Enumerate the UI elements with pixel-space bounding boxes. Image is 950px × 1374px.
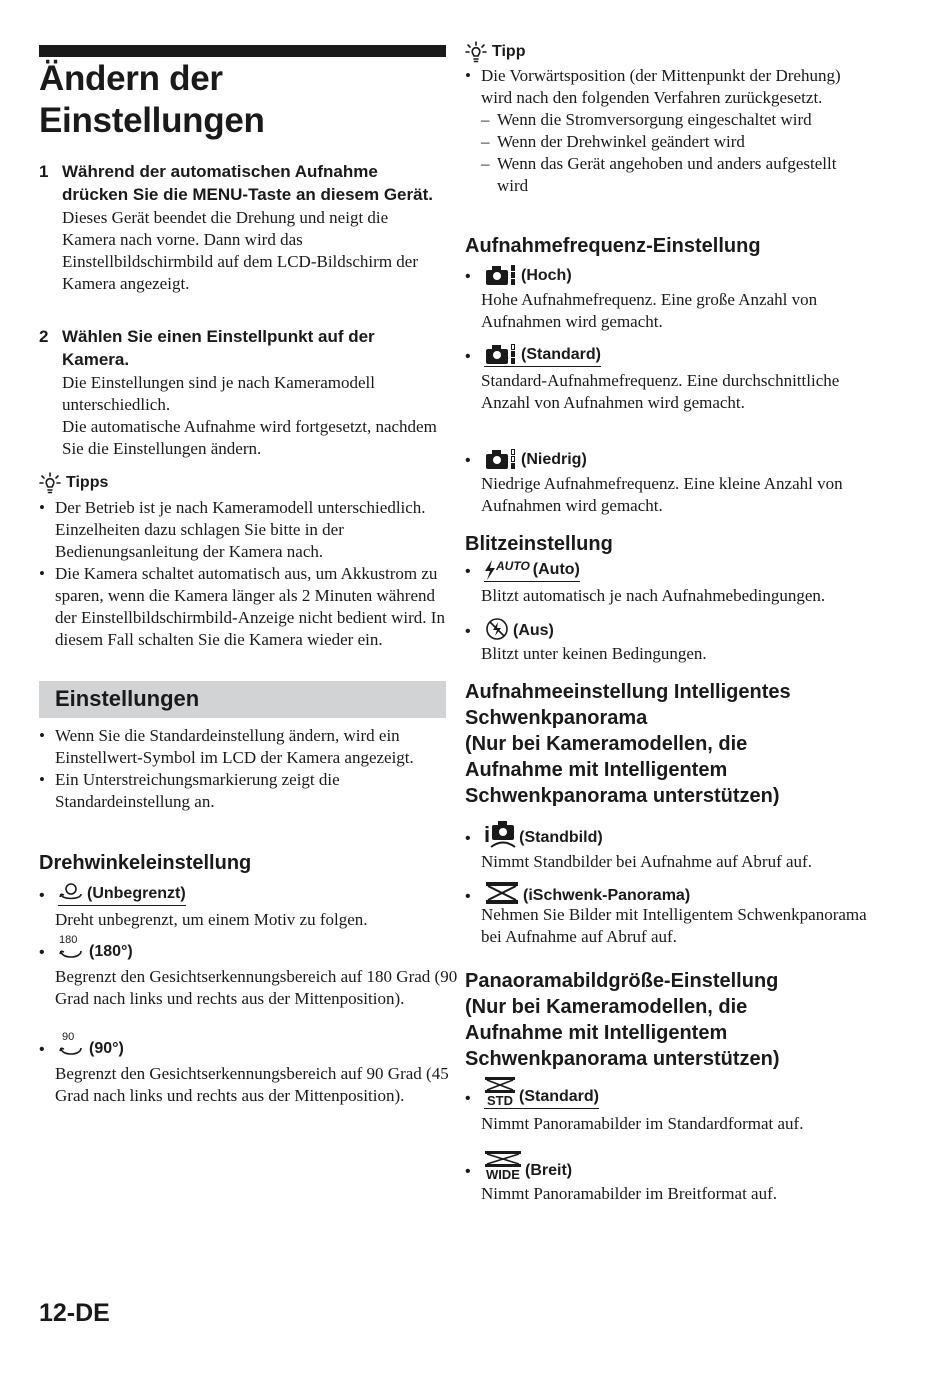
icon-text: AUTO [496, 559, 530, 573]
heading-line: (Nur bei Kameramodellen, die [465, 733, 748, 755]
heading-line: Schwenkpanorama [465, 707, 648, 729]
option-label-text: (Standbild) [519, 829, 603, 846]
option-label-text: (iSchwenk-Panorama) [523, 887, 691, 904]
option-description: Nimmt Panoramabilder im Standardformat auf. [481, 1114, 804, 1133]
tips-heading [39, 472, 108, 494]
option-label-text: (180°) [89, 943, 133, 960]
option-aus [465, 617, 885, 665]
heading-line: Aufnahme mit Intelligentem [465, 759, 728, 781]
option-description: Blitzt unter keinen Bedingungen. [481, 644, 707, 663]
panorama-heading [465, 968, 895, 1072]
heading-line: Schwenkpanorama unterstützen) [465, 1048, 780, 1070]
list-item: • Wenn Sie die Standardeinstellung ändern, wird ein Einstellwert-Symbol im LCD der Kamera angezeigt. [39, 725, 439, 769]
blitz-heading: Blitzeinstellung [465, 533, 613, 555]
option-90 [39, 1033, 459, 1107]
icon-text: STD [487, 1093, 513, 1108]
einstellungen-list [39, 725, 439, 813]
rotation-180-icon [58, 936, 86, 962]
drehwinkel-heading: Drehwinkeleinstellung [39, 852, 252, 874]
icon-text: 90 [62, 1031, 75, 1043]
page-title-text: Ändern der Einstellungen [39, 59, 265, 140]
tipp-text: Die Vorwärtsposition (der Mittenpunkt der Drehung) wird nach den folgenden Verfahren zurückgesetzt. [481, 66, 841, 107]
icon-text: 180 [59, 934, 78, 946]
tipp-list [465, 65, 865, 197]
title-rule [39, 45, 446, 57]
option-label-text: (Unbegrenzt) [87, 885, 186, 902]
tipp-dash-list [481, 109, 865, 197]
option-panorama-standard [465, 1076, 885, 1135]
heading-line: Aufnahme mit Intelligentem [465, 1022, 728, 1044]
bullet: • [465, 1163, 471, 1180]
option-label-text: (Niedrig) [521, 451, 587, 468]
heading-line: (Nur bei Kameramodellen, die [465, 996, 748, 1018]
still-image-icon [484, 818, 516, 848]
option-label [484, 1150, 572, 1182]
section-bar-einstellungen [39, 681, 446, 718]
list-item: • Der Betrieb ist je nach Kameramodell unterschiedlich. Einzelheiten dazu schlagen Sie bitte in der Bedienungsanleitung der Kamera nach. [39, 497, 446, 563]
option-panorama-breit [465, 1150, 885, 1205]
bullet: • [39, 887, 45, 904]
bullet: • [465, 830, 471, 847]
rotation-unlimited-icon [58, 880, 84, 904]
step-2 [39, 325, 446, 460]
option-label-text: (Standard) [521, 346, 601, 363]
step-title: Wählen Sie einen Einstellpunkt auf der Kamera. [62, 327, 375, 369]
option-description: Standard-Aufnahmefrequenz. Eine durchschnittliche Anzahl von Aufnahmen wird gemacht. [481, 371, 840, 412]
option-description: Dreht unbegrenzt, um einem Motiv zu folgen. [55, 910, 368, 929]
option-description: Blitzt automatisch je nach Aufnahmebedingungen. [481, 586, 826, 605]
option-description: Hohe Aufnahmefrequenz. Eine große Anzahl von Aufnahmen wird gemacht. [481, 290, 818, 331]
list-item [465, 65, 865, 197]
option-description: Begrenzt den Gesichtserkennungsbereich auf 180 Grad (90 Grad nach links und rechts aus der Mittenposition). [55, 967, 458, 1008]
option-label-text: (Standard) [519, 1088, 599, 1105]
lightbulb-icon [39, 472, 61, 494]
option-label-text: (90°) [89, 1040, 124, 1057]
option-label [484, 560, 580, 582]
option-label [484, 262, 572, 287]
list-item: • Ein Unterstreichungsmarkierung zeigt die Standardeinstellung an. [39, 769, 439, 813]
option-label [484, 341, 601, 367]
option-hoch [465, 262, 885, 333]
option-label [58, 1033, 124, 1060]
dash-item: – Wenn das Gerät angehoben und anders aufgestellt wird [481, 153, 865, 197]
option-label-text: (Aus) [513, 622, 554, 639]
frequency-high-icon [484, 262, 518, 286]
tips-heading-text: Tipps [66, 474, 109, 491]
option-label [484, 818, 603, 849]
icon-text: WIDE [486, 1167, 520, 1182]
bullet: • [465, 348, 471, 365]
option-label [484, 446, 587, 471]
flash-auto-icon [484, 560, 530, 580]
option-label [58, 936, 133, 963]
bullet: • [465, 1090, 471, 1107]
option-niedrig [465, 446, 885, 517]
section-heading: Einstellungen [55, 686, 200, 711]
lightbulb-icon [465, 41, 487, 63]
heading-line: Panaoramabildgröße-Einstellung [465, 970, 779, 992]
option-description: Nimmt Panoramabilder im Breitformat auf. [481, 1184, 778, 1203]
option-180 [39, 936, 459, 1010]
option-standbild [465, 818, 885, 873]
bullet: • [39, 944, 45, 961]
schwenk-heading [465, 679, 895, 809]
step-body-2: Die automatische Aufnahme wird fortgesetzt, nachdem Sie die Einstellungen ändern. [62, 417, 437, 458]
step-body: Die Einstellungen sind je nach Kameramodell unterschiedlich. [62, 373, 375, 414]
flash-off-icon [484, 617, 510, 641]
bullet: • [465, 888, 471, 905]
bullet: • [39, 1041, 45, 1058]
panorama-wide-icon [484, 1150, 522, 1181]
dash-item: – Wenn die Stromversorgung eingeschaltet wird [481, 109, 865, 131]
option-auto [465, 560, 885, 607]
tips-list [39, 497, 446, 651]
option-label [484, 1076, 599, 1109]
icon-text: i [484, 822, 491, 847]
step-title: Während der automatischen Aufnahme drücken Sie die MENU-Taste an diesem Gerät. [62, 162, 433, 204]
option-label [58, 880, 186, 906]
option-description: Nehmen Sie Bilder mit Intelligentem Schwenkpanorama bei Aufnahme auf Abruf auf. [481, 905, 867, 946]
option-ischwenk [465, 880, 885, 948]
option-label [484, 880, 690, 907]
option-unbegrenzt [39, 880, 459, 931]
heading-line: Schwenkpanorama unterstützen) [465, 785, 780, 807]
option-standard [465, 341, 885, 414]
frequency-standard-icon [484, 341, 518, 365]
bullet: • [465, 563, 471, 580]
dash-item: – Wenn der Drehwinkel geändert wird [481, 131, 865, 153]
tipp-heading-text: Tipp [492, 43, 526, 60]
option-label-text: (Hoch) [521, 267, 572, 284]
bullet: • [465, 623, 471, 640]
option-label-text: (Breit) [525, 1162, 573, 1179]
step-1 [39, 160, 446, 295]
frequenz-heading: Aufnahmefrequenz-Einstellung [465, 235, 761, 257]
step-body: Dieses Gerät beendet die Drehung und neigt die Kamera nach vorne. Dann wird das Einstellbildschirmbild auf dem LCD-Bildschirm der Kamera angezeigt. [62, 208, 418, 293]
page-title [39, 58, 369, 142]
panorama-standard-icon [484, 1076, 516, 1107]
sweep-panorama-icon [484, 880, 520, 906]
option-description: Begrenzt den Gesichtserkennungsbereich auf 90 Grad (45 Grad nach links und rechts aus der Mittenposition). [55, 1064, 449, 1105]
bullet: • [465, 452, 471, 469]
step-number: 1 [39, 162, 49, 181]
frequency-low-icon [484, 446, 518, 470]
option-description: Nimmt Standbilder bei Aufnahme auf Abruf auf. [481, 852, 812, 871]
bullet: • [465, 268, 471, 285]
heading-line: Aufnahmeeinstellung Intelligentes [465, 681, 791, 703]
option-label-text: (Auto) [532, 561, 580, 578]
page-number: 12-DE [39, 1299, 110, 1327]
option-label [484, 617, 554, 642]
list-item: • Die Kamera schaltet automatisch aus, um Akkustrom zu sparen, wenn die Kamera länger als 2 Minuten während der Einstellbildschirmbild-Anzeige nicht bedient wird. In diesem Fall schalten Sie die Kamera wieder ein. [39, 563, 446, 651]
tipp-heading [465, 41, 525, 63]
option-description: Niedrige Aufnahmefrequenz. Eine kleine Anzahl von Aufnahmen wird gemacht. [481, 474, 843, 515]
rotation-90-icon [58, 1033, 86, 1059]
step-number: 2 [39, 327, 49, 346]
